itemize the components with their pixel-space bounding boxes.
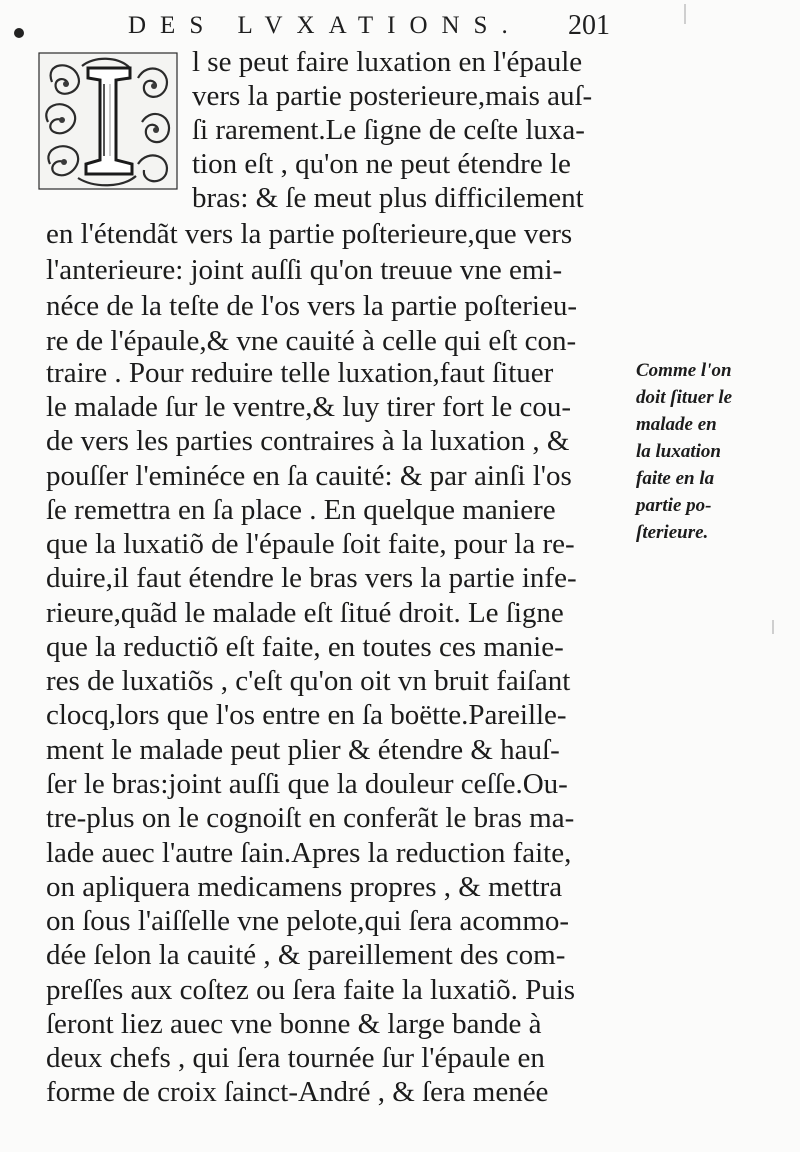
text-line: bras: & ſe meut plus difficilement — [192, 182, 584, 214]
text-line: clocq,lors que l'os entre en ſa boëtte.Pareille- — [46, 699, 567, 731]
text-line: forme de croix ſainct-André , & ſera menée — [46, 1076, 549, 1108]
text-line: l se peut faire luxation en l'épaule — [192, 46, 583, 78]
text-line: traire . Pour reduire telle luxation,faut ſituer — [46, 357, 554, 389]
margin-note-line: la luxation — [636, 441, 721, 462]
text-line: le malade ſur le ventre,& luy tirer fort le cou- — [46, 391, 572, 423]
margin-note-line: faite en la — [636, 468, 715, 489]
text-line: on ſous l'aiſſelle vne pelote,qui ſera acommo- — [46, 905, 570, 937]
text-line: tion eſt , qu'on ne peut étendre le — [192, 148, 571, 180]
text-line: vers la partie posterieure,mais auſ- — [192, 80, 593, 112]
text-line: re de l'épaule,& vne cauité à celle qui eſt con- — [46, 325, 577, 357]
margin-note-line: partie po- — [636, 495, 712, 516]
text-line: on apliquera medicamens propres , & mettra — [46, 871, 563, 903]
text-line: en l'étendãt vers la partie poſterieure,que vers — [46, 218, 573, 250]
text-line: que la reductiõ eſt faite, en toutes ces manie- — [46, 631, 564, 663]
margin-note-line: Comme l'on — [636, 360, 732, 381]
text-line: l'anterieure: joint auſſi qu'on treuue vne emi- — [46, 254, 563, 286]
text-line: tre-plus on le cognoiſt en conferãt le bras ma- — [46, 802, 575, 834]
text-line: ſe remettra en ſa place . En quelque maniere — [46, 494, 556, 526]
text-line: preſſes aux coſtez ou ſera faite la luxatiõ. Puis — [46, 974, 576, 1006]
text-line: rieure,quãd le malade eſt ſitué droit. Le ſigne — [46, 597, 564, 629]
text-line: ment le malade peut plier & étendre & hauſ- — [46, 734, 560, 766]
margin-note-line: doit ſituer le — [636, 387, 733, 408]
text-line: dée ſelon la cauité , & pareillement des com- — [46, 939, 566, 971]
text-line: ſeront liez auec vne bonne & large bande à — [46, 1008, 542, 1040]
text-line: lade auec l'autre ſain.Apres la reduction faite, — [46, 837, 572, 869]
text-line: que la luxatiõ de l'épaule ſoit faite, pour la re- — [46, 528, 575, 560]
text-line: ſer le bras:joint auſſi que la douleur ceſſe.Ou- — [46, 768, 568, 800]
text-line: res de luxatiõs , c'eſt qu'on oit vn bruit faiſant — [46, 665, 571, 697]
text-line: ſi rarement.Le ſigne de ceſte luxa- — [192, 114, 585, 146]
text-line: pouſſer l'eminéce en ſa cauité: & par ainſi l'os — [46, 460, 572, 492]
margin-note-line: ſterieure. — [636, 522, 709, 543]
text-line: néce de la teſte de l'os vers la partie poſterieu- — [46, 290, 578, 322]
running-title: DES LVXATIONS. — [128, 12, 522, 39]
margin-note — [636, 357, 796, 546]
text-line: deux chefs , qui ſera tournée ſur l'épaule en — [46, 1042, 545, 1074]
text-line: duire,il faut étendre le bras vers la partie infe- — [46, 562, 577, 594]
margin-note-line: malade en — [636, 414, 717, 435]
text-line: de vers les parties contraires à la luxation , & — [46, 425, 570, 457]
page-number: 201 — [568, 10, 610, 41]
